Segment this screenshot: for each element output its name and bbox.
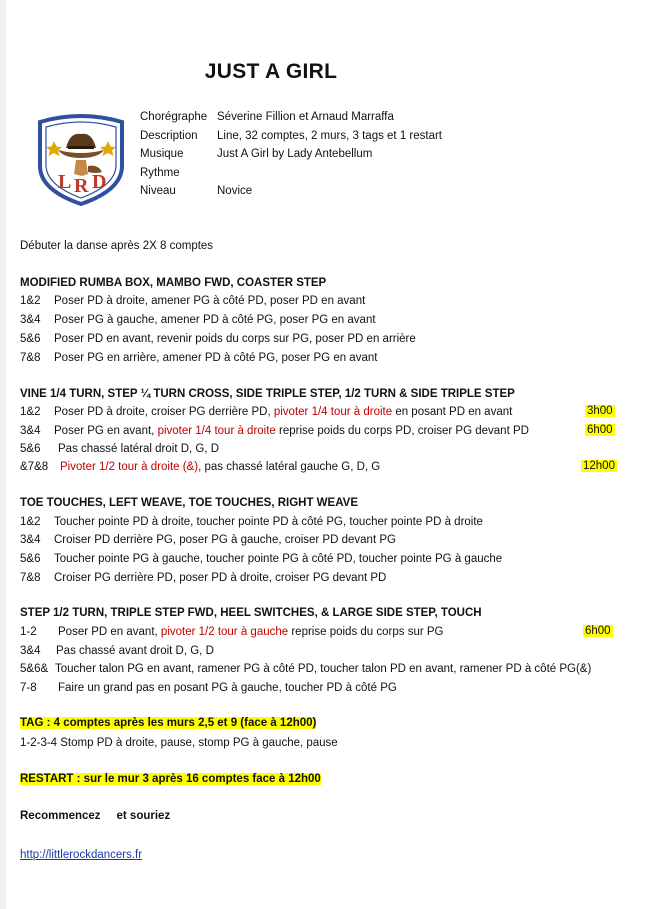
step-row bbox=[20, 425, 529, 437]
website-url[interactable]: http://littlerockdancers.fr bbox=[20, 849, 143, 861]
closing-text: Recommencez et souriez bbox=[20, 810, 171, 822]
step-count: 1-2 bbox=[20, 626, 37, 638]
wall-time-badge: 3h00 bbox=[587, 405, 613, 417]
restart-highlight: RESTART : sur le mur 3 après 16 comptes face à 12h00 bbox=[20, 773, 321, 785]
info-row-description bbox=[140, 127, 442, 146]
info-label: Musique bbox=[140, 148, 184, 161]
turn-text: pivoter 1/2 tour à gauche bbox=[160, 626, 289, 638]
svg-text:R: R bbox=[74, 175, 89, 197]
step-text: Poser PG à gauche, amener PD à côté PG, poser PG en avant bbox=[54, 314, 376, 326]
step-text: Croiser PG derrière PD, poser PD à droite, croiser PG devant PD bbox=[54, 572, 387, 584]
step-text: reprise poids du corps sur PG bbox=[288, 626, 444, 638]
step-row bbox=[20, 682, 397, 694]
info-value: Line, 32 comptes, 2 murs, 3 tags et 1 restart bbox=[217, 129, 442, 142]
logo-lettering: L bbox=[58, 171, 72, 193]
step-text: Pas chassé avant droit D, G, D bbox=[56, 645, 214, 657]
tag-heading bbox=[20, 717, 316, 729]
restart-note bbox=[20, 773, 321, 785]
step-count: 3&4 bbox=[20, 645, 41, 657]
step-text: Pas chassé latéral droit D, G, D bbox=[58, 443, 220, 455]
step-text: Croiser PD derrière PG, poser PG à gauche, croiser PD devant PG bbox=[54, 534, 396, 546]
document-page bbox=[6, 0, 649, 909]
step-text: Toucher talon PG en avant, ramener PG à côté PD, toucher talon PD en avant, ramener PD à côté PG(&) bbox=[55, 663, 592, 675]
info-row-musique bbox=[140, 145, 442, 164]
info-label: Chorégraphe bbox=[140, 111, 208, 123]
step-text: Toucher pointe PD à droite, toucher pointe PD à côté PG, toucher pointe PD à droite bbox=[54, 516, 483, 528]
info-label: Rythme bbox=[140, 166, 180, 179]
step-row bbox=[20, 553, 502, 565]
step-count: 5&6 bbox=[20, 553, 41, 565]
info-value: Just A Girl by Lady Antebellum bbox=[217, 148, 373, 161]
wall-time-badge: 6h00 bbox=[585, 625, 611, 637]
step-count: 7&8 bbox=[20, 352, 41, 364]
step-text: Poser PD à droite, croiser PG derrière PD, bbox=[54, 406, 274, 418]
step-count: 1&2 bbox=[20, 406, 41, 418]
step-row bbox=[20, 572, 386, 584]
info-row-choregraphe bbox=[140, 108, 442, 127]
step-count: 7&8 bbox=[20, 572, 41, 584]
step-row bbox=[20, 663, 591, 675]
step-count: 7-8 bbox=[20, 682, 37, 694]
turn-text: Pivoter 1/2 tour à droite (&) bbox=[60, 461, 199, 473]
section-heading: STEP 1/2 TURN, TRIPLE STEP FWD, HEEL SWITCHES, & LARGE SIDE STEP, TOUCH bbox=[20, 607, 482, 619]
wall-time-badge: 12h00 bbox=[583, 460, 615, 472]
step-text: en posant PD en avant bbox=[392, 406, 513, 418]
step-text: Poser PD en avant, bbox=[58, 626, 161, 638]
step-text: Poser PG en arrière, amener PD à côté PG, poser PG en avant bbox=[54, 352, 378, 364]
intro-text: Débuter la danse après 2X 8 comptes bbox=[20, 240, 214, 252]
info-row-niveau bbox=[140, 182, 442, 201]
step-count: 3&4 bbox=[20, 314, 41, 326]
lrd-logo bbox=[32, 108, 130, 208]
step-count: 5&6& bbox=[20, 663, 49, 675]
info-label: Niveau bbox=[140, 185, 176, 198]
info-label: Description bbox=[140, 129, 198, 142]
step-text: Faire un grand pas en posant PG à gauche, toucher PD à côté PG bbox=[58, 682, 397, 694]
step-count: &7&8 bbox=[20, 461, 49, 473]
tag-highlight: TAG : 4 comptes après les murs 2,5 et 9 (face à 12h00) bbox=[20, 717, 317, 729]
step-row bbox=[20, 352, 377, 364]
step-text: Poser PD en avant, revenir poids du corps sur PG, poser PD en arrière bbox=[54, 333, 416, 345]
tag-step: 1-2-3-4 Stomp PD à droite, pause, stomp PG à gauche, pause bbox=[20, 737, 338, 749]
step-count: 3&4 bbox=[20, 534, 41, 546]
wall-time-badge: 6h00 bbox=[587, 424, 613, 436]
step-count: 5&6 bbox=[20, 443, 41, 455]
website-link[interactable] bbox=[20, 849, 142, 861]
step-row bbox=[20, 443, 219, 455]
section-heading: TOE TOUCHES, LEFT WEAVE, TOE TOUCHES, RIGHT WEAVE bbox=[20, 497, 359, 509]
step-row bbox=[20, 645, 214, 657]
dance-info bbox=[140, 108, 442, 201]
step-row bbox=[20, 406, 512, 418]
step-count: 1&2 bbox=[20, 516, 41, 528]
step-row bbox=[20, 314, 376, 326]
svg-text:D: D bbox=[92, 171, 107, 193]
info-value: Novice bbox=[217, 185, 253, 198]
logo-badge-icon bbox=[32, 108, 130, 208]
step-count: 5&6 bbox=[20, 333, 41, 345]
step-text: reprise poids du corps PD, croiser PG devant PD bbox=[275, 425, 529, 437]
page-title: JUST A GIRL bbox=[204, 60, 338, 83]
step-text: Poser PD à droite, amener PG à côté PD, poser PD en avant bbox=[54, 295, 366, 307]
section-heading: VINE 1/4 TURN, STEP ¼ TURN CROSS, SIDE TRIPLE STEP, 1/2 TURN & SIDE TRIPLE STEP bbox=[20, 388, 515, 400]
section-heading: MODIFIED RUMBA BOX, MAMBO FWD, COASTER STEP bbox=[20, 277, 327, 289]
step-row bbox=[20, 534, 396, 546]
step-text: Toucher pointe PG à gauche, toucher pointe PG à côté PD, toucher pointe PG à gauche bbox=[54, 553, 503, 565]
step-text: Poser PG en avant, bbox=[54, 425, 158, 437]
step-text: , pas chassé latéral gauche G, D, G bbox=[198, 461, 381, 473]
info-row-rythme bbox=[140, 164, 442, 183]
turn-text: pivoter 1/4 tour à droite bbox=[157, 425, 276, 437]
step-row bbox=[20, 626, 443, 638]
step-row bbox=[20, 461, 380, 473]
step-row bbox=[20, 295, 365, 307]
step-row bbox=[20, 333, 416, 345]
step-count: 1&2 bbox=[20, 295, 41, 307]
info-value: Séverine Fillion et Arnaud Marraffa bbox=[217, 111, 394, 123]
turn-text: pivoter 1/4 tour à droite bbox=[273, 406, 393, 418]
step-row bbox=[20, 516, 483, 528]
step-count: 3&4 bbox=[20, 425, 41, 437]
